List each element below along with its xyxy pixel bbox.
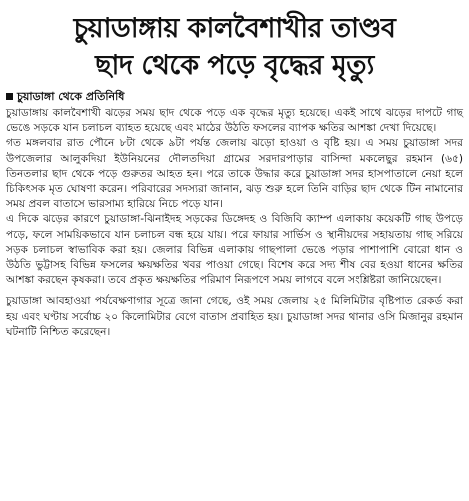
paragraph-1: চুয়াডাঙ্গায় কালবৈশাখী ঝড়ের সময় ছাদ থেকে পড়ে এক বৃদ্ধের মৃত্যু হয়েছে। একই সাথে ঝড়ের দাপটে গাছ ভেঙে সড়কে যান চলাচল ব্যাহত হয়েছে এবং মাঠের উঠতি ফসলের ব্যাপক ক্ষতির আশঙ্কা দেখা দিয়েছে। — [6, 107, 463, 135]
paragraph-3: এ দিকে ঝড়ের কারণে চুয়াডাঙ্গা-ঝিনাইদহ সড়কের ডিঙ্গেদহ ও বিজিবি ক্যাম্প এলাকায় কয়েকটি গাছ উপড়ে পড়ে, ফলে সাময়িকভাবে যান চলাচল বন্ধ হয়ে যায়। পরে ফায়ার সার্ভিস ও স্থানীয়দের সহায়তায় গাছ সরিয়ে সড়ক চলাচল স্বাভাবিক করা হয়। জেলার বিভিন্ন এলাকায় গাছপালা ভেঙে পড়ার পাশাপাশি বোরো ধান ও উঠতি ভুট্টাসহ বিভিন্ন ফসলের ক্ষয়ক্ষতির খবর পাওয়া গেছে। বিশেষ করে সদ্য শীষ বের হওয়া ধানের ক্ষতির আশঙ্কা করছেন কৃষকরা। তবে প্রকৃত ক্ষয়ক্ষতির পরিমাণ নিরূপণে সময় লাগবে বলে সংশ্লিষ্টরা জানিয়েছেন। — [6, 213, 463, 287]
article-body — [6, 106, 463, 340]
news-article — [0, 10, 469, 501]
square-bullet-icon — [6, 93, 13, 100]
byline — [6, 89, 463, 104]
headline-line-2: ছাদ থেকে পড়ে বৃদ্ধের মৃত্যু — [95, 50, 374, 81]
headline-line-1: চুয়াডাঙ্গায় কালবৈশাখীর তাণ্ডব — [73, 13, 396, 44]
paragraph-4: চুয়াডাঙ্গা আবহাওয়া পর্যবেক্ষণাগার সূত্রে জানা গেছে, ওই সময় জেলায় ২৫ মিলিমিটার বৃষ্টিপাত রেকর্ড করা হয় এবং ঘণ্টায় সর্বোচ্চ ২০ কিলোমিটার বেগে বাতাস প্রবাহিত হয়। চুয়াডাঙ্গা সদর থানার ওসি মিজানুর রহমান ঘটনাটি নিশ্চিত করেছেন। — [6, 295, 463, 338]
paragraph-2: গত মঙ্গলবার রাত পৌনে ৮টা থেকে ৯টা পর্যন্ত জেলায় ঝড়ো হাওয়া ও বৃষ্টি হয়। এ সময় চুয়াডাঙ্গা সদর উপজেলার আলুকদিয়া ইউনিয়নের দৌলতদিয়া গ্রামের সরদারপাড়ার বাসিন্দা মকলেছুর রহমান (৬৫) তিনতলার ছাদ থেকে পড়ে গুরুতর আহত হন। পরে তাকে উদ্ধার করে চুয়াডাঙ্গা সদর হাসপাতালে নেয়া হলে চিকিৎসক মৃত ঘোষণা করেন। পরিবারের সদস্যরা জানান, ঝড় শুরু হলে তিনি বাড়ির ছাদ থেকে টিন নামানোর সময় প্রবল বাতাসে ভারসাম্য হারিয়ে নিচে পড়ে যান। — [6, 137, 463, 211]
byline-text: চুয়াডাঙ্গা থেকে প্রতিনিধি — [17, 90, 125, 103]
headline — [6, 10, 463, 84]
